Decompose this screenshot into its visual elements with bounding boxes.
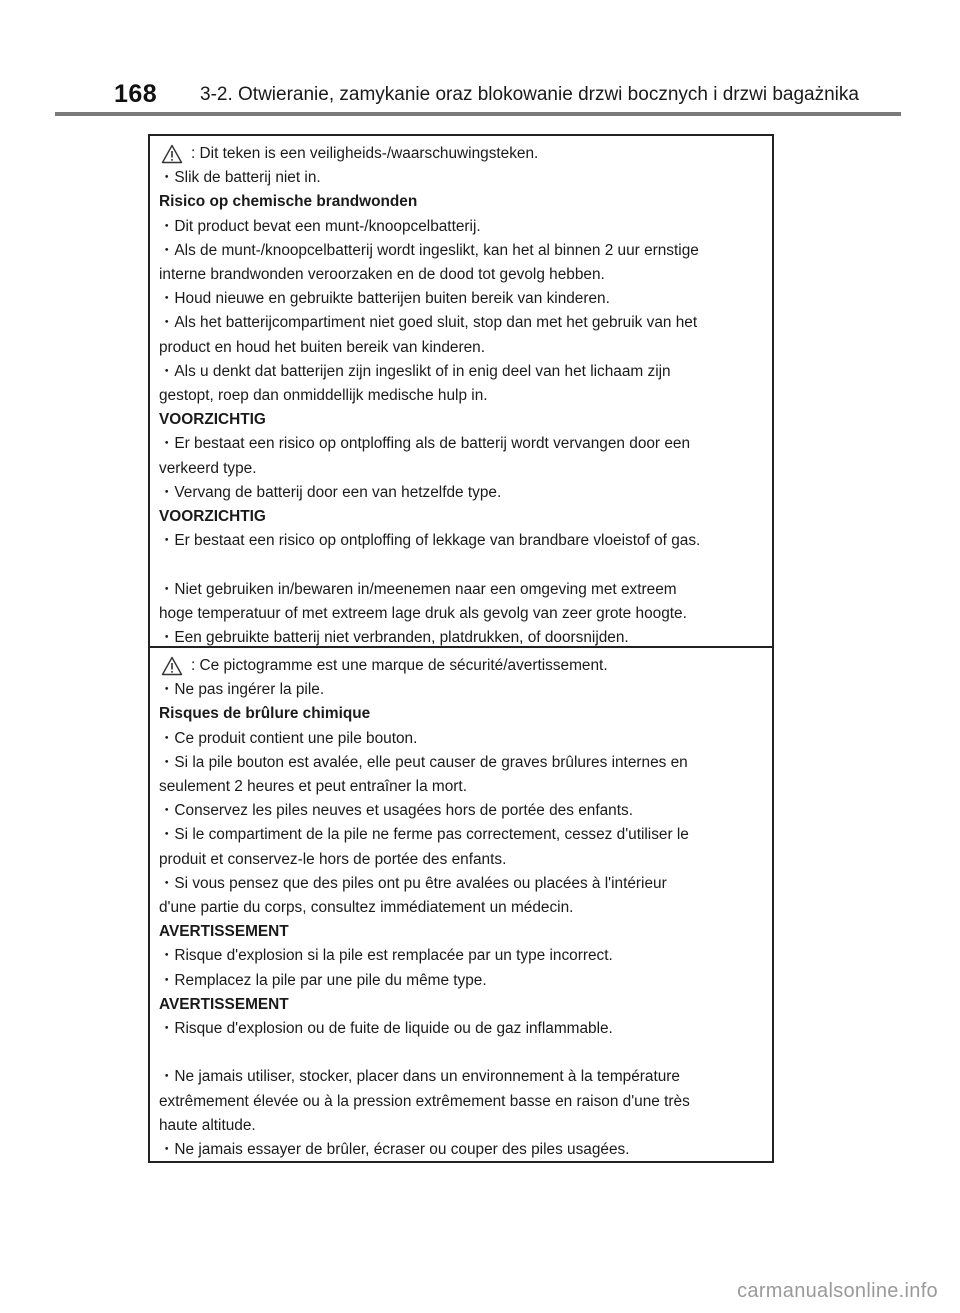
text-line: ・Si le compartiment de la pile ne ferme pas correctement, cessez d'utiliser le (159, 826, 689, 844)
section-title: 3-2. Otwieranie, zamykanie oraz blokowanie drzwi bocznych i drzwi bagażnika (200, 84, 859, 105)
text-line: seulement 2 heures et peut entraîner la mort. (159, 778, 467, 796)
text-line: product en houd het buiten bereik van kinderen. (159, 338, 485, 356)
warning-triangle-icon (161, 656, 183, 676)
text-line: ・Ne jamais essayer de brûler, écraser ou couper des piles usagées. (159, 1141, 630, 1159)
symbol-note-row (159, 142, 762, 166)
section-heading: VOORZICHTIG (159, 411, 266, 429)
dutch-warning-box (148, 134, 774, 648)
text-line: ・Er bestaat een risico op ontploffing als de batterij wordt vervangen door een (159, 435, 691, 453)
text-line: hoge temperatuur of met extreem lage druk als gevolg van zeer grote hoogte. (159, 604, 687, 622)
blank-line (159, 553, 762, 577)
section-heading: Risques de brûlure chimique (159, 705, 371, 723)
page-number: 168 (114, 80, 158, 108)
header-rule (55, 112, 901, 116)
text-line: ・Een gebruikte batterij niet verbranden, platdrukken, of doorsnijden. (159, 629, 629, 647)
text-line: ・Risque d'explosion ou de fuite de liquide ou de gaz inflammable. (159, 1020, 613, 1038)
text-line: ・Er bestaat een risico op ontploffing of lekkage van brandbare vloeistof of gas. (159, 532, 701, 550)
text-line: verkeerd type. (159, 459, 257, 477)
text-line: ・Ne pas ingérer la pile. (159, 681, 325, 699)
warning-triangle-icon (161, 144, 183, 164)
text-line: ・Si la pile bouton est avalée, elle peut causer de graves brûlures internes en (159, 753, 688, 771)
text-line: ・Slik de batterij niet in. (159, 169, 321, 187)
dutch-text-lines (159, 166, 762, 648)
text-line: ・Vervang de batterij door een van hetzelfde type. (159, 483, 502, 501)
text-line: interne brandwonden veroorzaken en de dood tot gevolg hebben. (159, 266, 605, 284)
text-line: ・Conservez les piles neuves et usagées hors de portée des enfants. (159, 802, 633, 820)
french-warning-box (148, 646, 774, 1163)
symbol-note-text: : Dit teken is een veiligheids-/waarschuwingsteken. (191, 145, 539, 162)
text-line: d'une partie du corps, consultez immédiatement un médecin. (159, 899, 574, 917)
text-line: ・Als u denkt dat batterijen zijn ingeslikt of in enig deel van het lichaam zijn (159, 362, 671, 380)
section-heading: AVERTISSEMENT (159, 923, 289, 941)
text-line: extrêmement élevée ou à la pression extrêmement basse en raison d'une très (159, 1092, 690, 1110)
text-line: ・Dit product bevat een munt-/knoopcelbatterij. (159, 217, 481, 235)
text-line: gestopt, roep dan onmiddellijk medische hulp in. (159, 387, 488, 405)
text-line: ・Si vous pensez que des piles ont pu être avalées ou placées à l'intérieur (159, 874, 667, 892)
text-line: produit et conservez-le hors de portée des enfants. (159, 850, 507, 868)
section-heading: Risico op chemische brandwonden (159, 193, 418, 211)
text-line: ・Ce produit contient une pile bouton. (159, 729, 418, 747)
text-line: haute altitude. (159, 1116, 256, 1134)
french-text-lines (159, 678, 762, 1162)
section-heading: AVERTISSEMENT (159, 995, 289, 1013)
text-line: ・Als de munt-/knoopcelbatterij wordt ingeslikt, kan het al binnen 2 uur ernstige (159, 241, 699, 259)
text-line: ・Houd nieuwe en gebruikte batterijen buiten bereik van kinderen. (159, 290, 610, 308)
watermark: carmanualsonline.info (737, 1280, 938, 1302)
section-heading: VOORZICHTIG (159, 508, 266, 526)
text-line: ・Ne jamais utiliser, stocker, placer dans un environnement à la température (159, 1068, 680, 1086)
text-line: ・Als het batterijcompartiment niet goed sluit, stop dan met het gebruik van het (159, 314, 698, 332)
text-line: ・Risque d'explosion si la pile est remplacée par un type incorrect. (159, 947, 613, 965)
text-line: ・Niet gebruiken in/bewaren in/meenemen naar een omgeving met extreem (159, 580, 677, 598)
symbol-note-row (159, 654, 762, 678)
symbol-note-text: : Ce pictogramme est une marque de sécurité/avertissement. (191, 657, 608, 674)
text-line: ・Remplacez la pile par une pile du même type. (159, 971, 487, 989)
page-header (0, 0, 960, 118)
blank-line (159, 1041, 762, 1065)
